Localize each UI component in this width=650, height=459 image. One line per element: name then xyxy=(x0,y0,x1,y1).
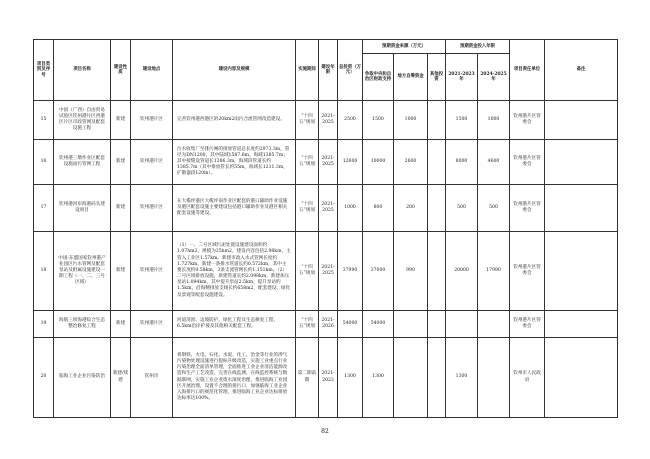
header-funding-source-group: 预期资金来源（万元） xyxy=(363,40,446,54)
row-owner: 钦州市人民政府 xyxy=(510,338,545,418)
row-content: 河道清淤、边坡防护、绿化工程及生态修复工程，6.5km沿岸护坡及其他相关配套工程。 xyxy=(173,311,296,338)
row-owner: 钦州港片区管委会 xyxy=(510,185,545,232)
row-2021-2023: 500 xyxy=(446,185,478,232)
row-years: 2021-2025 xyxy=(319,140,338,185)
row-central: 54000 xyxy=(363,311,394,338)
row-central: 1300 xyxy=(363,338,394,418)
header-period: 实施期间 xyxy=(296,40,319,101)
row-content: 在大榄坪港区大榄坪南作业区配套的港口辅助作业设施及港区配套设施主要建设包括港口辅助作业及港区相关配套设施等建设。 xyxy=(173,185,296,232)
row-no: 15 xyxy=(34,101,54,140)
row-project-name: 钦州港河岸海港码头建设项目 xyxy=(54,185,111,232)
table-row xyxy=(34,338,618,418)
row-local: 990 xyxy=(394,232,428,311)
row-2021-2023: 1500 xyxy=(446,101,478,140)
row-remark xyxy=(545,101,618,140)
header-years: 建设年限 xyxy=(319,40,338,101)
row-local: 200 xyxy=(394,185,428,232)
row-remark xyxy=(545,140,618,185)
table-row xyxy=(34,232,618,311)
row-nature: 新建 xyxy=(111,232,131,311)
row-period: “十四五”规划 xyxy=(296,232,319,311)
row-location: 钦州港片区 xyxy=(131,311,173,338)
row-nature: 新建/续建 xyxy=(111,338,131,418)
row-total: 1300 xyxy=(338,338,363,418)
header-local-funding: 地方自筹资金 xyxy=(394,54,428,101)
header-row-1 xyxy=(34,40,618,54)
row-years: 2021-2025 xyxy=(319,101,338,140)
page-number: 82 xyxy=(321,428,329,435)
row-central: 800 xyxy=(363,185,394,232)
row-years: 2021-2025 xyxy=(319,232,338,311)
header-central-funding: 争取中央和自治区财政支持 xyxy=(363,54,394,101)
row-location: 钦州港片区 xyxy=(131,140,173,185)
row-local xyxy=(394,311,428,338)
header-content: 建设内容及规模 xyxy=(173,40,296,101)
table-row xyxy=(34,185,618,232)
header-other-funding: 其他投资 xyxy=(428,54,446,101)
row-owner: 钦州港片区管委会 xyxy=(510,311,545,338)
row-owner: 钦州港片区管委会 xyxy=(510,140,545,185)
row-local: 2600 xyxy=(394,140,428,185)
header-remark: 备注 xyxy=(545,40,618,101)
row-nature: 新建 xyxy=(111,311,131,338)
row-content: 将钢铁、火电、石化、水泥、化工、冶金等行业的涉气污染物处理设施进行提标升级改造，实施工业重点行业污染治理全面清单管理，全面推进工业企业清洁能源改造和生产工艺改造，完善在线监测、在线监控系统与数据联网，实施工业企业废水深度治理，推进临海工业园区开展治理，设置不合理的排污口，加强临海工业企业入海排污口的规范化管理，推进临海工业企业达标排放达标率达100%。 xyxy=(173,338,296,418)
row-content: 污水收集厂至排污闸的排放管道总长度约2973.3m，管径为DN1200，其中陆域1587.6m、海域1385.7m；其中接缝设管道长1386.3m，海域段管道长约1385.7m（其中排放管长约55m，海域长1211.3m，扩散器段120m）。 xyxy=(173,140,296,185)
row-nature: 新建 xyxy=(111,185,131,232)
row-central: 1500 xyxy=(363,101,394,140)
header-category-no: 项目类别及序号 xyxy=(34,40,54,101)
row-content: 完善钦州港西港区的20km2雨污合流管网改造建设。 xyxy=(173,101,296,140)
row-location: 钦州港片区 xyxy=(131,232,173,311)
row-total: 12600 xyxy=(338,140,363,185)
header-responsible-unit: 项目责任单位 xyxy=(510,40,545,101)
row-2024-2025: 1000 xyxy=(478,101,510,140)
row-other xyxy=(428,232,446,311)
row-location: 钦州港片区 xyxy=(131,185,173,232)
row-other xyxy=(428,140,446,185)
row-remark xyxy=(545,338,618,418)
row-remark xyxy=(545,232,618,311)
row-2024-2025: 500 xyxy=(478,185,510,232)
row-owner: 钦州港片区管委会 xyxy=(510,101,545,140)
row-2024-2025 xyxy=(478,311,510,338)
row-2021-2023: 1300 xyxy=(446,338,478,418)
row-other xyxy=(428,101,446,140)
row-2021-2023 xyxy=(446,311,478,338)
row-total: 1000 xyxy=(338,185,363,232)
row-2024-2025: 4600 xyxy=(478,140,510,185)
row-no: 18 xyxy=(34,232,54,311)
row-local xyxy=(394,338,428,418)
project-table xyxy=(33,39,618,418)
header-2024-2025: 2024-2025年 xyxy=(478,54,510,101)
header-location: 建设地点 xyxy=(131,40,173,101)
header-project-name: 项目名称 xyxy=(54,40,111,101)
row-period: “十四五”规划 xyxy=(296,185,319,232)
row-total: 2500 xyxy=(338,101,363,140)
header-nature: 建设性质 xyxy=(111,40,131,101)
row-remark xyxy=(545,185,618,232)
row-project-name: 中国（广西）自由贸易试验区钦州港片区西港区片区市政管网及配套设施工程 xyxy=(54,101,111,140)
row-nature: 新建 xyxy=(111,140,131,185)
row-location: 钦州港片区 xyxy=(131,101,173,140)
row-owner: 钦州港片区管委会 xyxy=(510,232,545,311)
row-total: 37990 xyxy=(338,232,363,311)
header-investment-period-group: 预期资金投入年限 xyxy=(446,40,510,54)
table-row xyxy=(34,101,618,140)
row-no: 19 xyxy=(34,311,54,338)
row-no: 20 xyxy=(34,338,54,418)
row-nature: 新建 xyxy=(111,101,131,140)
row-other xyxy=(428,311,446,338)
row-project-name: 中国-东盟国家钦州港产业园区污水管网及配套泵站及附属设施建设一期工程（一、二、三号区域） xyxy=(54,232,111,311)
row-no: 17 xyxy=(34,185,54,232)
row-local: 1000 xyxy=(394,101,428,140)
row-central: 37000 xyxy=(363,232,394,311)
row-period: “十四五”规划 xyxy=(296,311,319,338)
row-location: 钦州市 xyxy=(131,338,173,418)
row-other xyxy=(428,185,446,232)
header-total-investment: 总投资（万元） xyxy=(338,40,363,101)
row-project-name: 海航三项海港综合生态整治修复工程 xyxy=(54,311,111,338)
row-content: （1）一、二号区域污泥处置设施建设面积约1.07hm2，规模为25hm2，建设内容包括2.98km，主管入工业区1.57km。新建市政入水式管网长度约1.727km，新建一条排水管道长约0.572km，其中主要长度约0.58km，3条支流管网长约1.151km。（2）二号区域排放设施，新建管道长约2.098km，新建加压泵站1.094km，其中提升泵站2.5km，提升泵站约1.5km，沿海侧排放支线长约658m2，配套建设、绿化及景观等配套设施建设。 xyxy=(173,232,296,311)
table-row xyxy=(34,140,618,185)
row-no: 16 xyxy=(34,140,54,185)
row-project-name: 钦州港三墩作业区配套设施雨污管网工程 xyxy=(54,140,111,185)
table-row xyxy=(34,311,618,338)
row-years: 2021-2025 xyxy=(319,185,338,232)
row-central: 10000 xyxy=(363,140,394,185)
row-years: 2021-2026 xyxy=(319,311,338,338)
row-2021-2023: 8000 xyxy=(446,140,478,185)
row-2021-2023: 20000 xyxy=(446,232,478,311)
row-period: 第二期前期 xyxy=(296,338,319,418)
row-2024-2025: 17990 xyxy=(478,232,510,311)
row-2024-2025 xyxy=(478,338,510,418)
row-total: 54000 xyxy=(338,311,363,338)
row-period: “十四五”规划 xyxy=(296,140,319,185)
row-years: 2021-2023 xyxy=(319,338,338,418)
row-other xyxy=(428,338,446,418)
row-remark xyxy=(545,311,618,338)
row-period: “十四五”规划 xyxy=(296,101,319,140)
header-2021-2023: 2021-2023年 xyxy=(446,54,478,101)
row-project-name: 临海工业企业污染防治 xyxy=(54,338,111,418)
